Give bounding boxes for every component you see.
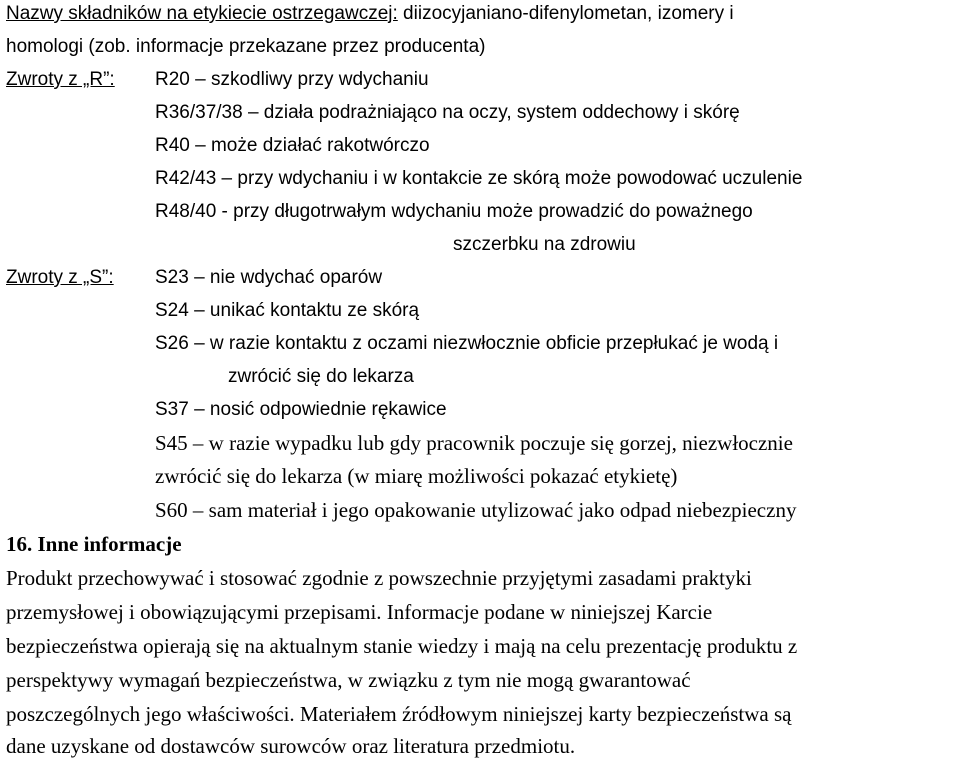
s-phrase: S23 – nie wdychać oparów (155, 267, 383, 288)
r-phrase-continuation: szczerbku na zdrowiu (453, 234, 636, 255)
s-phrase: S45 – w razie wypadku lub gdy pracownik poczuje się gorzej, niezwłocznie (155, 431, 793, 455)
components-label: Nazwy składników na etykiecie ostrzegawczej: (6, 3, 398, 24)
paragraph-line: Produkt przechowywać i stosować zgodnie z powszechnie przyjętymi zasadami praktyki (6, 566, 752, 590)
paragraph-line: dane uzyskane od dostawców surowców oraz literatura przedmiotu. (6, 734, 576, 758)
s-phrase: S60 – sam materiał i jego opakowanie utylizować jako odpad niebezpieczny (155, 498, 797, 522)
r-phrase: R20 – szkodliwy przy wdychaniu (155, 69, 429, 90)
paragraph-line: poszczególnych jego właściwości. Materiałem źródłowym niniejszej karty bezpieczeństwa są (6, 702, 792, 726)
paragraph-line: perspektywy wymagań bezpieczeństwa, w związku z tym nie mogą gwarantować (6, 668, 691, 692)
s-phrase: S24 – unikać kontaktu ze skórą (155, 300, 420, 321)
s-phrase: S37 – nosić odpowiednie rękawice (155, 399, 447, 420)
s-phrase: S26 – w razie kontaktu z oczami niezwłocznie obficie przepłukać je wodą i (155, 333, 779, 354)
r-phrase: R40 – może działać rakotwórczo (155, 135, 430, 156)
section-heading: 16. Inne informacje (6, 532, 182, 556)
r-phrases-row-1 (6, 68, 115, 92)
r-phrases-label: Zwroty z „R”: (6, 69, 115, 90)
s-phrase-continuation: zwrócić się do lekarza (w miarę możliwości pokazać etykietę) (155, 464, 678, 488)
r-phrase: R48/40 - przy długotrwałym wdychaniu może prowadzić do poważnego (155, 201, 753, 222)
s-phrases-label: Zwroty z „S”: (6, 267, 114, 288)
components-line (6, 2, 734, 26)
components-continuation: homologi (zob. informacje przekazane przez producenta) (6, 36, 486, 57)
paragraph-line: bezpieczeństwa opierają się na aktualnym stanie wiedzy i mają na celu prezentację produktu z (6, 634, 798, 658)
s-phrase-continuation: zwrócić się do lekarza (228, 366, 414, 387)
r-phrase: R42/43 – przy wdychaniu i w kontakcie ze skórą może powodować uczulenie (155, 168, 803, 189)
s-phrases-row-1 (6, 266, 114, 290)
paragraph-line: przemysłowej i obowiązującymi przepisami. Informacje podane w niniejszej Karcie (6, 600, 713, 624)
r-phrase: R36/37/38 – działa podrażniająco na oczy, system oddechowy i skórę (155, 102, 740, 123)
components-value: diizocyjaniano-difenylometan, izomery i (397, 3, 734, 24)
